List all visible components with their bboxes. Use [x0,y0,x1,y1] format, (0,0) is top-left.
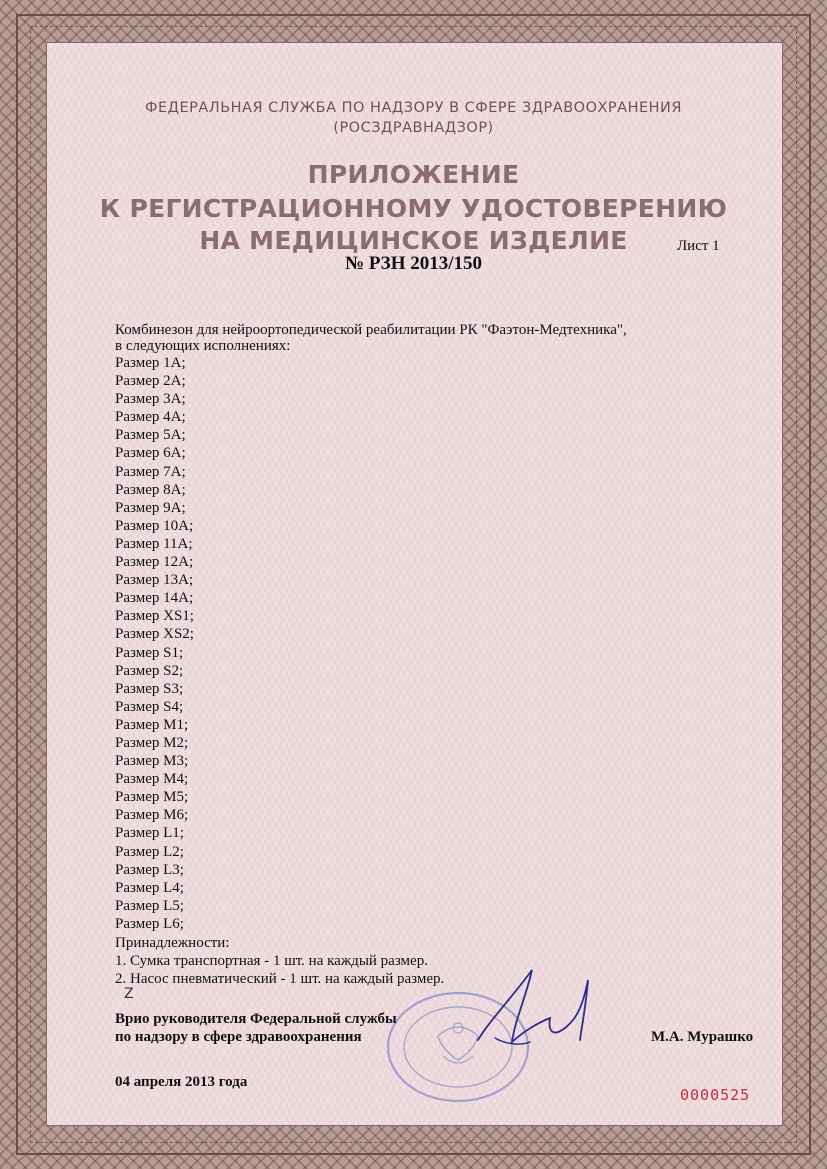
size-item: Размер 2А; [115,373,186,390]
size-item: Размер 11А; [115,535,193,552]
size-item: Размер M6; [115,807,189,824]
signature [470,960,620,1070]
issue-date: 04 апреля 2013 года [115,1074,248,1090]
size-item: Размер L3; [115,861,184,878]
size-item: Размер L4; [115,879,184,896]
size-item: Размер 7А; [115,463,186,480]
document-subtitle: К РЕГИСТРАЦИОННОМУ УДОСТОВЕРЕНИЮ [99,194,728,223]
size-item: Размер 10А; [115,517,194,534]
accessory-item: 2. Насос пневматический - 1 шт. на каждый размер. [115,971,445,987]
size-item: Размер M5; [115,789,189,806]
serial-number: 0000525 [680,1086,751,1104]
size-item: Размер M4; [115,771,189,788]
size-item: Размер 4А; [115,409,186,426]
size-item: Размер M1; [115,716,189,733]
sheet-number: Лист 1 [677,238,720,254]
product-variants-intro: в следующих исполнениях: [115,338,291,354]
size-item: Размер S3; [115,680,184,697]
agency-name: ФЕДЕРАЛЬНАЯ СЛУЖБА ПО НАДЗОРУ В СФЕРЕ ЗДРАВООХРАНЕНИЯ [145,100,682,116]
size-item: Размер L2; [115,843,184,860]
size-item: Размер XS1; [115,608,194,625]
size-item: Размер 1А; [115,355,186,371]
product-description: Комбинезон для нейроортопедической реабилитации РК "Фаэтон-Медтехника", [115,322,627,338]
size-item: Размер 14А; [115,590,194,607]
size-item: Размер 12А; [115,554,194,571]
handwritten-mark: Z [124,986,134,1002]
accessories-label: Принадлежности: [115,935,230,951]
size-item: Размер 3А; [115,391,186,408]
registration-number: № РЗН 2013/150 [344,253,483,274]
size-item: Размер 9А; [115,499,186,516]
size-item: Размер S1; [115,644,184,661]
signatory-title-2: по надзору в сфере здравоохранения [115,1029,362,1045]
size-item: Размер M3; [115,753,189,770]
size-item: Размер 6А; [115,445,186,462]
size-list [115,354,194,933]
size-item: Размер 13А; [115,572,194,589]
signatory-title: Врио руководителя Федеральной службы [115,1011,397,1027]
accessory-item: 1. Сумка транспортная - 1 шт. на каждый размер. [115,953,428,969]
document-title: ПРИЛОЖЕНИЕ [307,160,520,189]
document-subtitle-2: НА МЕДИЦИНСКОЕ ИЗДЕЛИЕ [199,226,628,255]
size-item: Размер L6; [115,915,184,932]
size-item: Размер 5А; [115,427,186,444]
agency-abbreviation: (РОСЗДРАВНАДЗОР) [333,120,494,136]
size-item: Размер XS2; [115,626,194,643]
signatory-name: М.А. Мурашко [651,1029,754,1045]
size-item: Размер L5; [115,897,184,914]
size-item: Размер 8А; [115,481,186,498]
size-item: Размер S4; [115,698,184,715]
size-item: Размер M2; [115,734,189,751]
size-item: Размер S2; [115,662,184,679]
size-item: Размер L1; [115,825,184,842]
